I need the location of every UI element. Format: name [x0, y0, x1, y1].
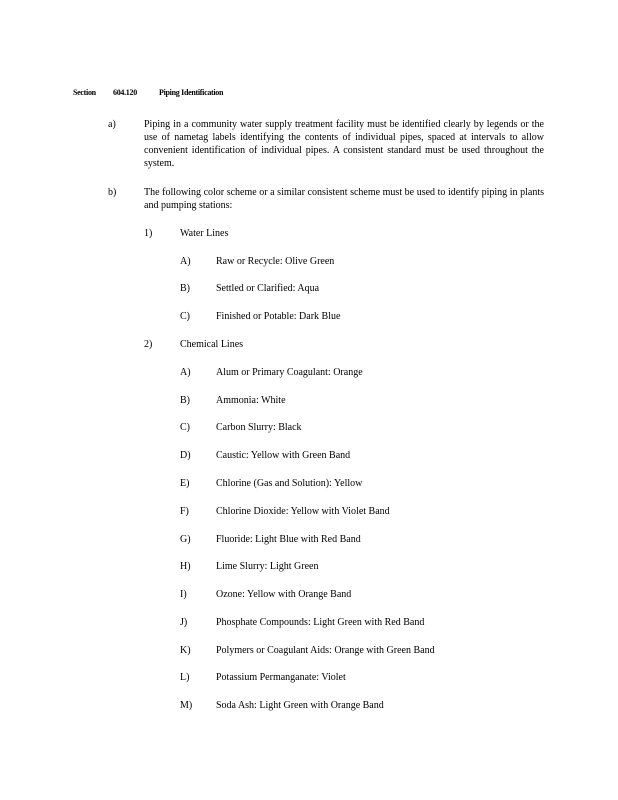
list-item-letter: A)	[180, 256, 191, 267]
list-item-letter: D)	[180, 450, 191, 461]
list-item-letter: E)	[180, 478, 190, 489]
list-item-text: Chlorine (Gas and Solution): Yellow	[216, 478, 363, 489]
list-item-letter: F)	[180, 506, 189, 517]
list-item-text: Ammonia: White	[216, 395, 286, 406]
paragraph-a-label: a)	[108, 119, 116, 130]
list-item-text: Ozone: Yellow with Orange Band	[216, 589, 352, 600]
list-item-letter: A)	[180, 367, 191, 378]
list-item-letter: L)	[180, 672, 190, 683]
list-item-text: Fluoride: Light Blue with Red Band	[216, 534, 361, 545]
list-item-text: Alum or Primary Coagulant: Orange	[216, 367, 363, 378]
list-item-text: Phosphate Compounds: Light Green with Red Band	[216, 617, 425, 628]
list-item-letter: K)	[180, 645, 191, 656]
list-item-text: Potassium Permanganate: Violet	[216, 672, 346, 683]
list-item-letter: J)	[180, 617, 188, 628]
list-item-text: Raw or Recycle: Olive Green	[216, 256, 335, 267]
paragraph-b-text: The following color scheme or a similar consistent scheme must be used to identify piping in plants and pumping stations:	[144, 187, 544, 211]
list-item-letter: B)	[180, 395, 190, 406]
water-lines-number: 1)	[144, 228, 153, 239]
list-item-letter: M)	[180, 700, 193, 711]
list-item-letter: C)	[180, 422, 190, 433]
section-title: Piping Identification	[159, 88, 224, 97]
section-label: Section	[73, 88, 96, 97]
list-item-text: Carbon Slurry: Black	[216, 422, 302, 433]
chemical-lines-number: 2)	[144, 339, 153, 350]
list-item-text: Lime Slurry: Light Green	[216, 561, 319, 572]
list-item-letter: I)	[180, 589, 187, 600]
section-number: 604.120	[113, 88, 137, 97]
chemical-lines-title: Chemical Lines	[180, 339, 244, 350]
list-item-text: Soda Ash: Light Green with Orange Band	[216, 700, 384, 711]
water-lines-title: Water Lines	[180, 228, 229, 239]
list-item-text: Polymers or Coagulant Aids: Orange with Green Band	[216, 645, 435, 656]
list-item-letter: G)	[180, 534, 191, 545]
list-item-text: Finished or Potable: Dark Blue	[216, 311, 341, 322]
list-item-text: Settled or Clarified: Aqua	[216, 283, 320, 294]
list-item-letter: C)	[180, 311, 190, 322]
list-item-text: Chlorine Dioxide: Yellow with Violet Band	[216, 506, 390, 517]
paragraph-a-text: Piping in a community water supply treatment facility must be identified clearly by legends or the use of nametag labels identifying the contents of individual pipes, spaced at intervals to allow convenient identification of individual pipes. A consistent standard must be used throughout the system.	[144, 119, 544, 169]
paragraph-b-label: b)	[108, 187, 117, 198]
list-item-letter: H)	[180, 561, 191, 572]
list-item-letter: B)	[180, 283, 190, 294]
list-item-text: Caustic: Yellow with Green Band	[216, 450, 351, 461]
